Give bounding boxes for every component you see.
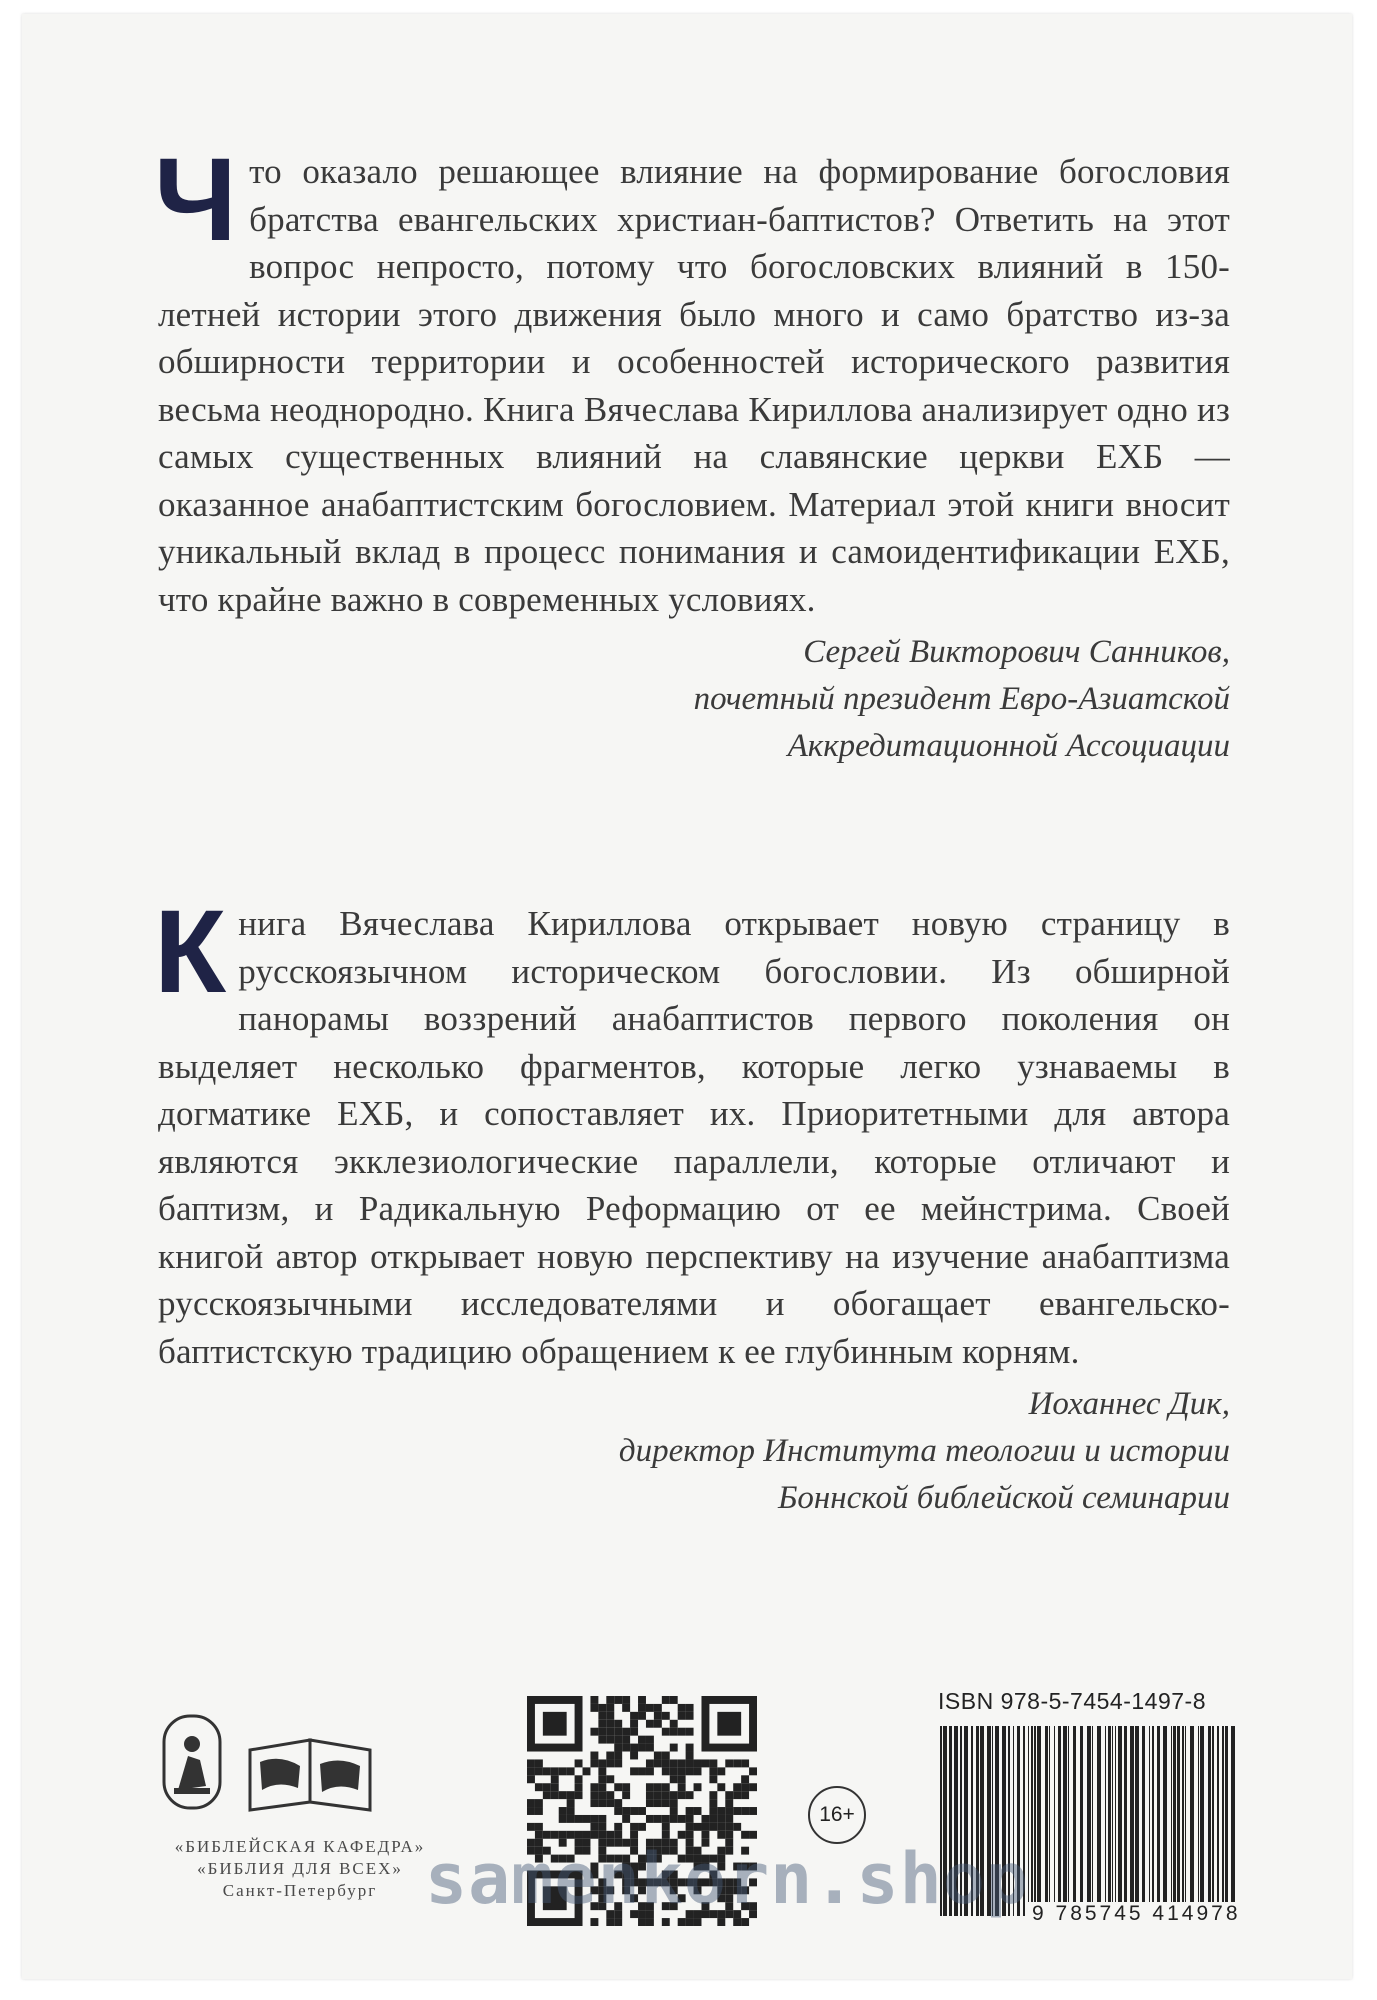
open-book-map-logo-icon — [250, 1740, 370, 1810]
publisher-names — [140, 1836, 460, 1902]
dropcap-k: К — [154, 886, 227, 1018]
publisher-line2: «БИБЛИЯ ДЛЯ ВСЕХ» — [197, 1859, 403, 1878]
quote-dick — [154, 886, 1230, 1522]
signature-dick — [158, 1381, 1230, 1522]
quote-body: нига Вячеслава Кириллова открывает новую страницу в русскоязычном историческом богословии. Из обширной панорамы воззрений анабаптистов первого поколения он выделяет несколько фрагментов, которые легко узнаваемы в догматике ЕХБ, и сопоставляет их. Приоритетными для автора являются экклезиологические параллели, которые отличают и баптизм, и Радикальную Реформацию от ее мейнстрима. Своей книгой автор открывает новую перспективу на изучение анабаптизма русскоязычными исследователями и обогащает евангельско-баптистскую традицию обращением к ее глубинным корням. — [158, 904, 1230, 1371]
publisher-city: Санкт-Петербург — [222, 1881, 378, 1900]
signature-sannikov — [158, 629, 1230, 770]
quote-sannikov-text — [154, 134, 1230, 623]
quote-sannikov — [154, 134, 1230, 770]
author-name: Иоханнес Дик, — [1028, 1386, 1230, 1422]
reader-logo-icon — [164, 1716, 220, 1808]
author-name: Сергей Викторович Санников, — [803, 634, 1230, 670]
age-rating-badge: 16+ — [808, 1786, 866, 1844]
author-role-line1: директор Института теологии и истории — [618, 1433, 1230, 1469]
author-role-line2: Аккредитационной Ассоциации — [787, 728, 1230, 764]
isbn-text: ISBN 978-5-7454-1497-8 — [938, 1688, 1206, 1714]
author-role-line2: Боннской библейской семинарии — [777, 1480, 1230, 1516]
publisher-logos — [160, 1710, 420, 1820]
dropcap-ch: Ч — [154, 134, 238, 266]
watermark: samenkorn.shop — [425, 1838, 1030, 1920]
barcode-digits: 9 785745 414978 — [1028, 1902, 1245, 1926]
quote-body: то оказало решающее влияние на формирование богословия братства евангельских христиан-баптистов? Ответить на этот вопрос непросто, потому что богословских влияний в 150-летней истории этого движения было много и само братство из-за обширности территории и особенностей исторического развития весьма неоднородно. Книга Вячеслава Кириллова анализирует одно из самых существенных влияний на славянские церкви ЕХБ — оказанное анабаптистским богословием. Материал этой книги вносит уникальный вклад в процесс понимания и самоидентификации ЕХБ, что крайне важно в современных условиях. — [158, 152, 1230, 619]
quote-dick-text — [154, 886, 1230, 1375]
author-role-line1: почетный президент Евро-Азиатской — [693, 681, 1230, 717]
publisher-line1: «БИБЛЕЙСКАЯ КАФЕДРА» — [174, 1837, 426, 1856]
